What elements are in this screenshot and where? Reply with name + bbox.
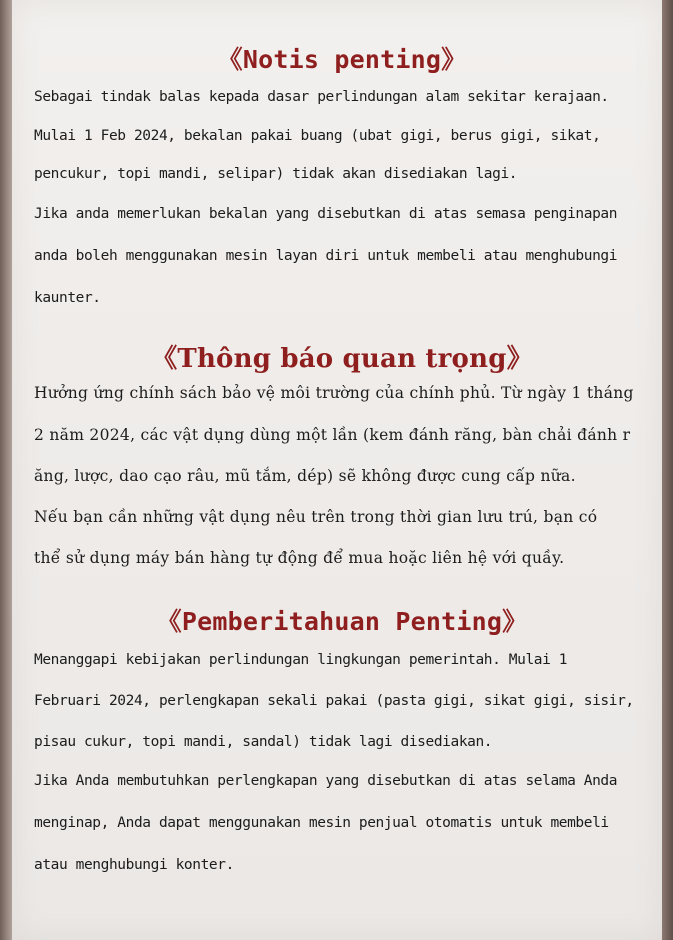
section-title-vietnamese: 《Thông báo quan trọng》 [151, 344, 533, 374]
notice-sheet [12, 0, 662, 940]
body-line: kaunter. [34, 290, 101, 306]
body-line: pisau cukur, topi mandi, sandal) tidak lagi disediakan. [34, 734, 493, 750]
body-line: anda boleh menggunakan mesin layan diri untuk membeli atau menghubungi [34, 248, 618, 264]
body-line: Menanggapi kebijakan perlindungan lingkungan pemerintah. Mulai 1 [34, 652, 568, 668]
body-line: ăng, lược, dao cạo râu, mũ tắm, dép) sẽ không được cung cấp nữa. [34, 467, 576, 485]
body-line: pencukur, topi mandi, selipar) tidak akan disediakan lagi. [34, 166, 518, 182]
body-line: Jika Anda membutuhkan perlengkapan yang disebutkan di atas selama Anda [34, 773, 618, 789]
body-line: 2 năm 2024, các vật dụng dùng một lần (kem đánh răng, bàn chải đánh r [34, 426, 631, 444]
body-line: Februari 2024, perlengkapan sekali pakai (pasta gigi, sikat gigi, sisir, [34, 693, 634, 709]
body-line: Sebagai tindak balas kepada dasar perlindungan alam sekitar kerajaan. [34, 89, 609, 105]
body-line: thể sử dụng máy bán hàng tự động để mua hoặc liên hệ với quầy. [34, 549, 565, 567]
section-title-malay: 《Notis penting》 [217, 45, 467, 74]
body-line: Hưởng ứng chính sách bảo vệ môi trường của chính phủ. Từ ngày 1 tháng [34, 384, 634, 402]
body-line: atau menghubungi konter. [34, 857, 234, 873]
body-line: Jika anda memerlukan bekalan yang disebutkan di atas semasa penginapan [34, 206, 618, 222]
section-title-indonesian: 《Pemberitahuan Penting》 [156, 607, 528, 636]
body-line: Nếu bạn cần những vật dụng nêu trên trong thời gian lưu trú, bạn có [34, 508, 598, 526]
body-line: Mulai 1 Feb 2024, bekalan pakai buang (ubat gigi, berus gigi, sikat, [34, 128, 601, 144]
body-line: menginap, Anda dapat menggunakan mesin penjual otomatis untuk membeli [34, 815, 609, 831]
